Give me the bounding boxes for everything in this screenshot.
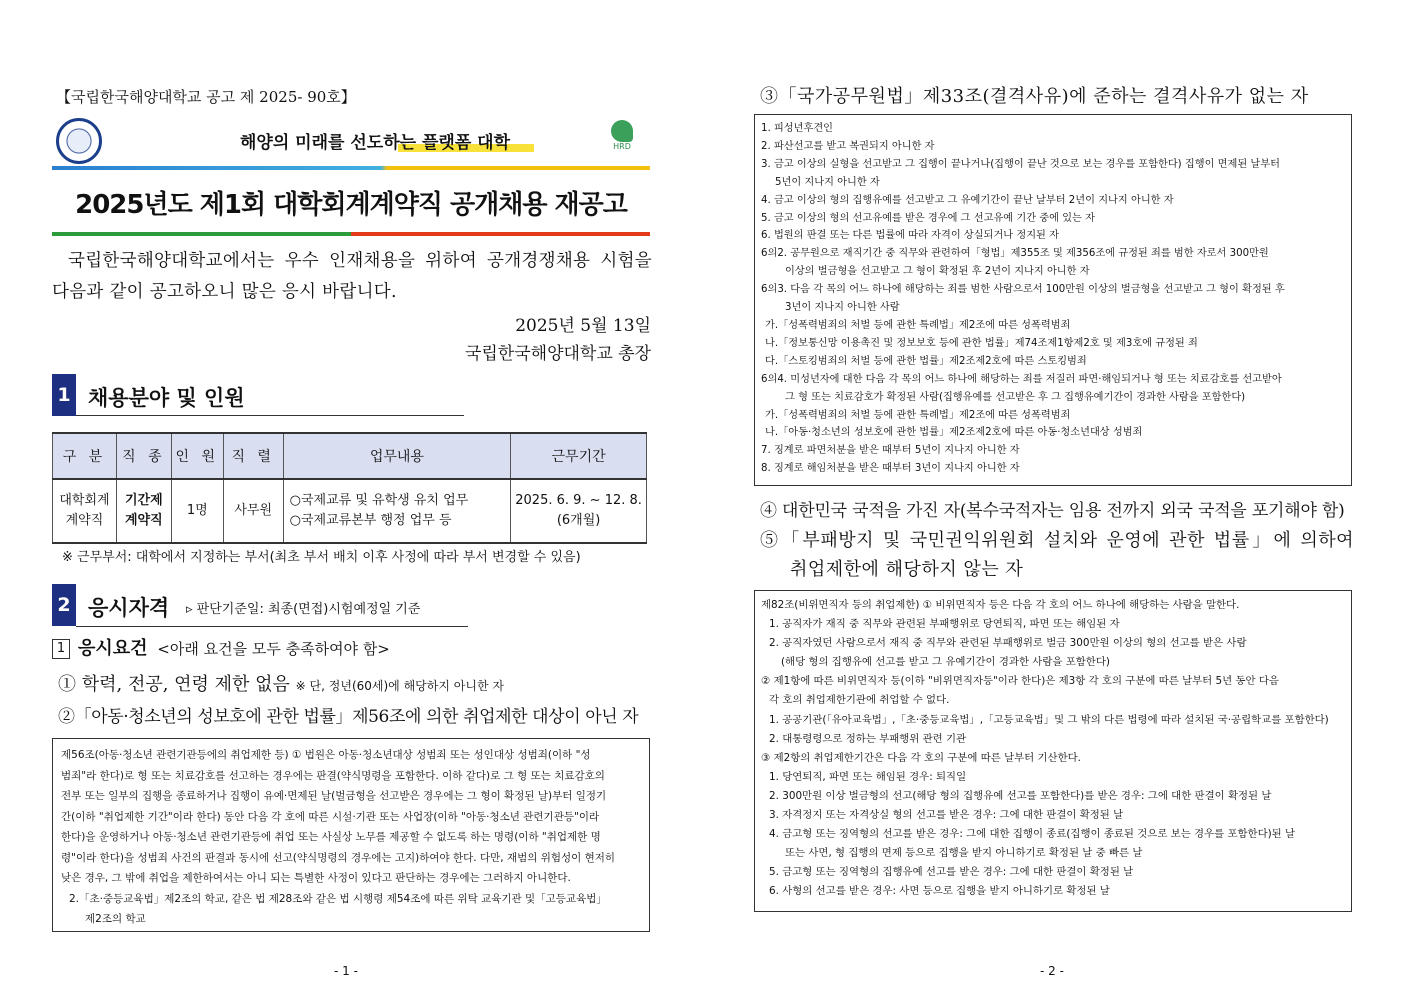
law82-box: [754, 590, 1352, 912]
section2-number: 2: [52, 584, 76, 626]
section2-title: 응시자격: [88, 596, 170, 620]
law82-line: 각 호의 취업제한기관에 취업할 수 없다.: [769, 694, 950, 707]
law56-line: 제56조(아동·청소년 관련기관등에의 취업제한 등) ① 법원은 아동·청소년대상 성범죄 또는 성인대상 성범죄(이하 "성: [61, 749, 591, 761]
section1-underline: [76, 415, 464, 416]
slogan: 해양의 미래를 선도하는 플랫폼 대학: [240, 133, 511, 153]
law33-line: 4. 금고 이상의 형의 집행유예를 선고받고 그 유예기간이 끝난 날부터 2년이 지나지 아니한 자: [761, 194, 1174, 206]
requirement-title: 응시요건: [78, 638, 148, 659]
law33-line: 6의3. 다음 각 목의 어느 하나에 해당하는 죄를 범한 사람으로서 100만원 이상의 벌금형을 선고받고 그 형이 확정된 후: [761, 284, 1285, 296]
department-note: ※ 근무부서: 대학에서 지정하는 부서(최초 부서 배치 이후 사정에 따라 부서 변경할 수 있음): [62, 550, 581, 565]
law33-line: 6. 법원의 판결 또는 다른 법률에 따라 자격이 상실되거나 정지된 자: [761, 230, 1059, 242]
requirement-5-line2: 취업제한에 해당하지 않는 자: [790, 559, 1024, 580]
law82-line: 또는 사면, 형 집행의 면제 등으로 집행을 받지 아니하기로 확정된 날 중 빠른 날: [785, 847, 1143, 860]
law82-line: 2. 300만원 이상 벌금형의 선고(해당 형의 집행유예 선고를 포함한다)를 받은 경우: 그에 대한 판결이 확정된 날: [769, 789, 1272, 802]
page-number-2: - 2 -: [1040, 964, 1064, 978]
banner-rule: [52, 166, 650, 170]
announce-date: [465, 312, 651, 368]
notice-number: 【국립한국해양대학교 공고 제 2025- 90호】: [56, 88, 356, 106]
requirement-3: ③「국가공무원법」제33조(결격사유)에 준하는 결격사유가 없는 자: [760, 86, 1309, 107]
duty-line: ○국제교류 및 유학생 유치 업무: [289, 493, 469, 508]
page-title: 2025년도 제1회 대학회계계약직 공개채용 재공고: [75, 190, 627, 220]
requirement-2: ②「아동·청소년의 성보호에 관한 법률」제56조에 의한 취업제한 대상이 아닌 자: [58, 707, 639, 727]
table-header: 직 렬: [223, 433, 283, 479]
law56-line: 범죄"라 한다)로 형 또는 치료감호를 선고하는 경우에는 판결(약식명령을 포함한다. 이하 같다)로 그 형 또는 치료감호의: [61, 769, 605, 782]
law56-box: [52, 738, 650, 932]
table-header-row: [53, 433, 647, 479]
cell-category: 대학회계 계약직: [53, 479, 117, 543]
issuer-text: 국립한국해양대학교 총장: [464, 344, 651, 364]
law33-line: 다.「스토킹범죄의 처벌 등에 관한 법률」제2조제2호에 따른 스토킹범죄: [765, 355, 1087, 367]
period-dates: 2025. 6. 9. ~ 12. 8.: [515, 493, 642, 508]
period-months: (6개월): [556, 513, 601, 528]
law33-line: 6의4. 미성년자에 대한 다음 각 목의 어느 하나에 해당하는 죄를 저질러 파면·해임되거나 형 또는 치료감호를 선고받아: [761, 373, 1282, 385]
law33-line: 2. 파산선고를 받고 복권되지 아니한 자: [761, 140, 935, 152]
law33-line: 가.「성폭력범죄의 처벌 등에 관한 특례법」제2조에 따른 성폭력범죄: [765, 409, 1071, 421]
date-text: 2025년 5월 13일: [515, 316, 651, 336]
cell-count: 1명: [171, 479, 223, 543]
requirement-5-line1: ⑤「부패방지 및 국민권익위원회 설치와 운영에 관한 법률」에 의하여: [760, 530, 1354, 551]
cell-series: 사무원: [223, 479, 283, 543]
university-logo: [56, 118, 102, 164]
law33-line: 나.「정보통신망 이용촉진 및 정보보호 등에 관한 법률」제74조제1항제2호 및 제3호에 규정된 죄: [765, 337, 1198, 349]
law56-line: 2.「초·중등교육법」제2조의 학교, 같은 법 제28조와 같은 법 시행령 제54조에 따른 위탁 교육기관 및「고등교육법」: [69, 892, 607, 905]
law82-line: 1. 공공기관(「유아교육법」,「초·중등교육법」,「고등교육법」및 그 밖의 다른 법령에 따라 설치된 국·공립학교를 포함한다): [769, 713, 1329, 726]
law56-line: 제2조의 학교: [85, 913, 146, 925]
law33-line: 이상의 벌금형을 선고받고 그 형이 확정된 후 2년이 지나지 아니한 자: [785, 266, 1090, 278]
law33-line: 가.「성폭력범죄의 처벌 등에 관한 특례법」제2조에 따른 성폭력범죄: [765, 319, 1071, 331]
table-header: 직 종: [116, 433, 171, 479]
law56-line: 한다)을 운영하거나 아동·청소년 관련기관등에 취업 또는 사실상 노무를 제공할 수 없도록 하는 명령(이하 "취업제한 명: [61, 831, 601, 843]
law82-line: 6. 사형의 선고를 받은 경우: 사면 등으로 집행을 받지 아니하기로 확정된 날: [769, 885, 1110, 898]
law82-line: 4. 금고형 또는 징역형의 선고를 받은 경우: 그에 대한 집행이 종료(집행이 종료된 것으로 보는 경우를 포함한다)된 날: [769, 828, 1296, 841]
banner: [52, 118, 650, 170]
law33-line: 1. 피성년후견인: [761, 123, 834, 134]
law33-box: [754, 114, 1352, 486]
table-header: 구 분: [53, 433, 117, 479]
table-row: [53, 479, 647, 543]
law33-line: 나.「아동·청소년의 성보호에 관한 법률」제2조제2호에 따른 아동·청소년대상 성범죄: [765, 427, 1143, 439]
law33-line: 3. 금고 이상의 실형을 선고받고 그 집행이 끝나거나(집행이 끝난 것으로 보는 경우를 포함한다) 집행이 면제된 날부터: [761, 158, 1280, 170]
law56-line: 령"이라 한다)을 성범죄 사건의 판결과 동시에 선고(약식명령의 경우에는 고지)하여야 한다. 다만, 재범의 위험성이 현저히: [61, 851, 616, 864]
law82-line: 1. 공직자가 재직 중 직무와 관련된 부패행위로 당연퇴직, 파면 또는 해임된 자: [769, 618, 1120, 631]
table-header: 근무기간: [511, 433, 647, 479]
law82-line: 제82조(비위면직자 등의 취업제한) ① 비위면직자 등은 다음 각 호의 어느 하나에 해당하는 사람을 말한다.: [761, 599, 1240, 611]
table-header: 업무내용: [283, 433, 511, 479]
law56-line: 전부 또는 일부의 집행을 종료하거나 집행이 유예·면제된 날(벌금형을 선고받은 경우에는 그 형이 확정된 날)부터 일정기: [61, 790, 607, 802]
law33-line: 3년이 지나지 아니한 사람: [785, 302, 900, 314]
cell-duty: [283, 479, 511, 543]
law82-line: 2. 공직자였던 사람으로서 재직 중 직무와 관련된 부패행위로 벌금 300만원 이상의 형의 선고를 받은 사람: [769, 637, 1247, 650]
requirement-heading: [52, 634, 390, 660]
law33-line: 6의2. 공무원으로 재직기간 중 직무와 관련하여「형법」제355조 및 제356조에 규정된 죄를 범한 자로서 300만원: [761, 248, 1269, 260]
law33-line: 8. 징계로 해임처분을 받은 때부터 3년이 지나지 아니한 자: [761, 463, 1020, 475]
section1-title: 채용분야 및 인원: [88, 386, 245, 410]
law82-line: 1. 당연퇴직, 파면 또는 해임된 경우: 퇴직일: [769, 770, 967, 783]
cell-job-type: 기간제 계약직: [116, 479, 171, 543]
recruitment-table: [52, 432, 647, 544]
law82-line: 5. 금고형 또는 징역형의 집행유예 선고를 받은 경우: 그에 대한 판결이 확정된 날: [769, 866, 1134, 879]
title-rule: [52, 232, 650, 236]
requirement-sub: <아래 요건을 모두 충족하여야 함>: [157, 640, 390, 658]
law56-line: 낮은 경우, 그 밖에 취업을 제한하여서는 아니 되는 특별한 사정이 있다고 판단하는 경우에는 그러하지 아니한다.: [61, 872, 571, 884]
law82-line: 2. 대통령령으로 정하는 부패행위 관련 기관: [769, 732, 967, 745]
law33-line: 5년이 지나지 아니한 자: [775, 176, 880, 188]
law82-line: ③ 제2항의 취업제한기간은 다음 각 호의 구분에 따른 날부터 기산한다.: [761, 751, 1081, 764]
cell-period: [511, 479, 647, 543]
law82-line: (해당 형의 집행유예 선고를 받고 그 유예기간이 경과한 사람을 포함한다): [781, 656, 1110, 669]
section2-subtitle: ▹ 판단기준일: 최종(면접)시험예정일 기준: [186, 602, 421, 617]
section2-underline: [76, 626, 468, 627]
law82-line: 3. 자격정지 또는 자격상실 형의 선고를 받은 경우: 그에 대한 판결이 확정된 날: [769, 809, 1124, 822]
hrd-logo: HRD: [596, 120, 648, 164]
requirement-1-text: ① 학력, 전공, 연령 제한 없음: [58, 674, 290, 695]
requirement-number: 1: [52, 639, 70, 659]
intro-text: 국립한국해양대학교에서는 우수 인재채용을 위하여 공개경쟁채용 시험을 다음과 같이 공고하오니 많은 응시 바랍니다.: [52, 251, 652, 302]
page-number-1: - 1 -: [334, 964, 358, 978]
law56-line: 간(이하 "취업제한 기간"이라 한다) 동안 다음 각 호에 따른 시설·기관 또는 사업장(이하 "아동·청소년 관련기관등"이라: [61, 810, 600, 823]
requirement-1: [52, 670, 658, 696]
law33-line: 그 형 또는 치료감호가 확정된 사람(집행유예를 선고받은 후 그 집행유예기간이 경과한 사람을 포함한다): [785, 391, 1246, 403]
table-header: 인 원: [171, 433, 223, 479]
law33-line: 7. 징계로 파면처분을 받은 때부터 5년이 지나지 아니한 자: [761, 445, 1020, 457]
section1-number: 1: [52, 374, 76, 416]
requirement-1-note: ※ 단, 정년(60세)에 해당하지 아니한 자: [295, 679, 504, 693]
law33-line: 5. 금고 이상의 형의 선고유예를 받은 경우에 그 선고유예 기간 중에 있는 자: [761, 212, 1095, 224]
requirement-4: ④ 대한민국 국적을 가진 자(복수국적자는 임용 전까지 외국 국적을 포기해야 함): [760, 501, 1345, 521]
duty-line: ○국제교류본부 행정 업무 등: [289, 513, 452, 528]
law82-line: ② 제1항에 따른 비위면직자 등(이하 "비위면직자등"이라 한다)은 제3항 각 호의 구분에 따른 날부터 5년 동안 다음: [761, 675, 1279, 688]
